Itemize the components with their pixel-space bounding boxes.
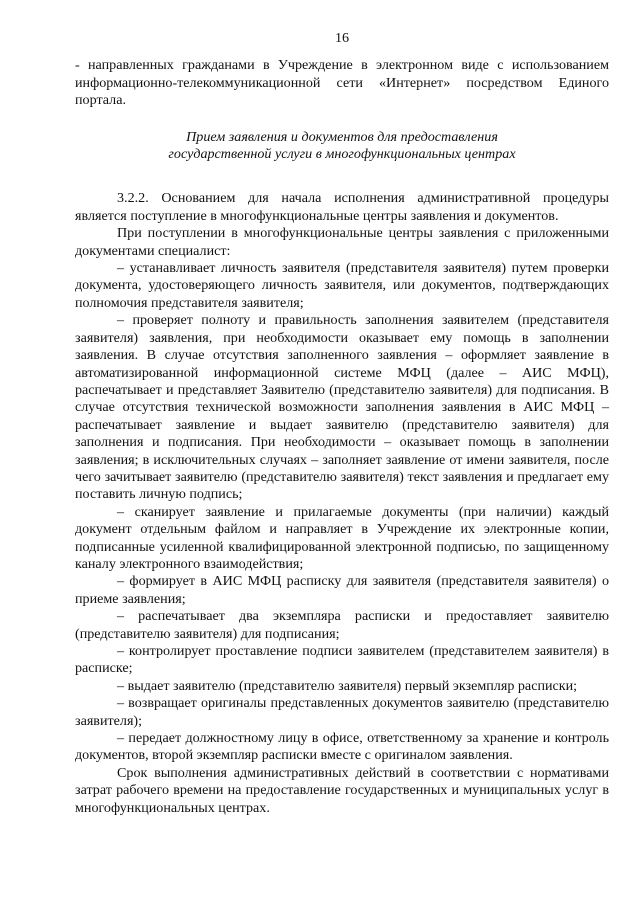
section-heading-line-2: государственной услуги в многофункциональных центрах: [168, 146, 516, 163]
list-item-check-application: – проверяет полноту и правильность заполнения заявителем (представителя заявителя) заявления, при необходимости оказывает ему помощь в заполнении заявления. В случае отсутствия заполненного заявления – оформляет заявление в автоматизированной информационной системе МФЦ (далее – АИС МФЦ), распечатывает и представляет Заявителю (представителю заявителя) для подписания. В случае отсутствия технической возможности заполнения заявления в АИС МФЦ – распечатывает заявление и выдает заявителю (представителю заявителя) для заполнения и подписания. При необходимости – оказывает помощь в заполнении заявления; в исключительных случаях – заполняет заявление от имени заявителя, после чего зачитывает заявителю (представителю заявителя) текст заявления и предлагает ему поставить личную подпись;: [75, 312, 609, 503]
list-item-transfer-to-official: – передает должностному лицу в офисе, ответственному за хранение и контроль документов, второй экземпляр расписки вместе с оригиналом заявления.: [75, 730, 609, 764]
paragraph-3-2-2: 3.2.2. Основанием для начала исполнения административной процедуры является поступление в многофункциональные центры заявления и документов.: [75, 190, 609, 224]
list-item-issue-receipt: – выдает заявителю (представителю заявителя) первый экземпляр расписки;: [117, 677, 578, 694]
paragraph-deadline: Срок выполнения административных действий в соответствии с нормативами затрат рабочего времени на предоставление государственных и муниципальных услуг в многофункциональных центрах.: [75, 764, 609, 816]
list-item-form-receipt: – формирует в АИС МФЦ расписку для заявителя (представителя заявителя) о приеме заявления;: [75, 573, 609, 607]
list-item-identify: – устанавливает личность заявителя (представителя заявителя) путем проверки документа, удостоверяющего личность заявителя, или документов, подтверждающих полномочия представителя заявителя;: [75, 260, 609, 311]
paragraph-specialist-intro: При поступлении в многофункциональные центры заявления с приложенными документами специалист:: [75, 225, 609, 259]
section-heading: [75, 129, 609, 164]
list-item-return-originals: – возвращает оригиналы представленных документов заявителю (представителю заявителя);: [75, 695, 609, 729]
section-heading-line-1: Прием заявления и документов для предоставления: [186, 128, 498, 145]
document-page: [75, 30, 609, 817]
list-item-scan-documents: – сканирует заявление и прилагаемые документы (при наличии) каждый документ отдельным файлом и направляет в Учреждение их электронные копии, подписанные усиленной квалифицированной электронной подписью, по защищенному каналу электронного взаимодействия;: [75, 503, 609, 572]
intro-paragraph: - направленных гражданами в Учреждение в электронном виде с использованием информационно-телекоммуникационной сети «Интернет» посредством Единого портала.: [75, 57, 609, 109]
page-number: 16: [334, 30, 350, 46]
list-item-print-receipt: – распечатывает два экземпляра расписки и предоставляет заявителю (представителю заявителя) для подписания;: [75, 608, 609, 642]
list-item-control-signature: – контролирует проставление подписи заявителем (представителем заявителя) в расписке;: [75, 643, 609, 677]
